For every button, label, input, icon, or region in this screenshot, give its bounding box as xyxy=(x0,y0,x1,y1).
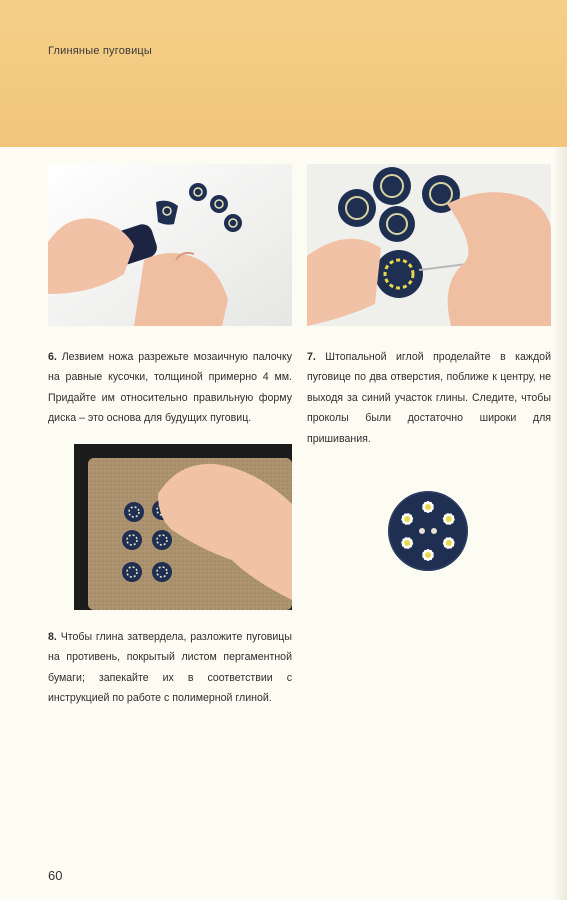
step-text: Чтобы глина затвердела, разложите пуговицы на противень, покрытый листом пергаментной бумаги; запекайте их в соответствии с инструкцией по работе с полимерной глиной. xyxy=(48,631,292,705)
page-edge-shadow xyxy=(553,147,567,900)
header-band xyxy=(0,0,567,147)
step-number: 7. xyxy=(307,351,316,363)
caption-step-6 xyxy=(48,347,292,429)
caption-step-8 xyxy=(48,627,292,709)
photo-step-7 xyxy=(307,164,551,326)
step-text: Лезвием ножа разрежьте мозаичную палочку на равные кусочки, толщиной примерно 4 мм. Придайте им относительно правильную форму диска – это основа для будущих пуговиц. xyxy=(48,351,292,425)
running-title: Глиняные пуговицы xyxy=(48,45,153,57)
finished-button-image xyxy=(386,489,470,573)
step-number: 6. xyxy=(48,351,57,363)
step-number: 8. xyxy=(48,631,57,643)
page-number: 60 xyxy=(48,868,63,883)
photo-step-6 xyxy=(48,164,292,326)
caption-step-7 xyxy=(307,347,551,449)
photo-step-8 xyxy=(74,444,292,610)
step-text: Штопальной иглой проделайте в каждой пуговице по два отверстия, поближе к центру, не выходя за синий участок глины. Следите, чтобы проколы были достаточно широки для пришивания. xyxy=(307,351,551,445)
